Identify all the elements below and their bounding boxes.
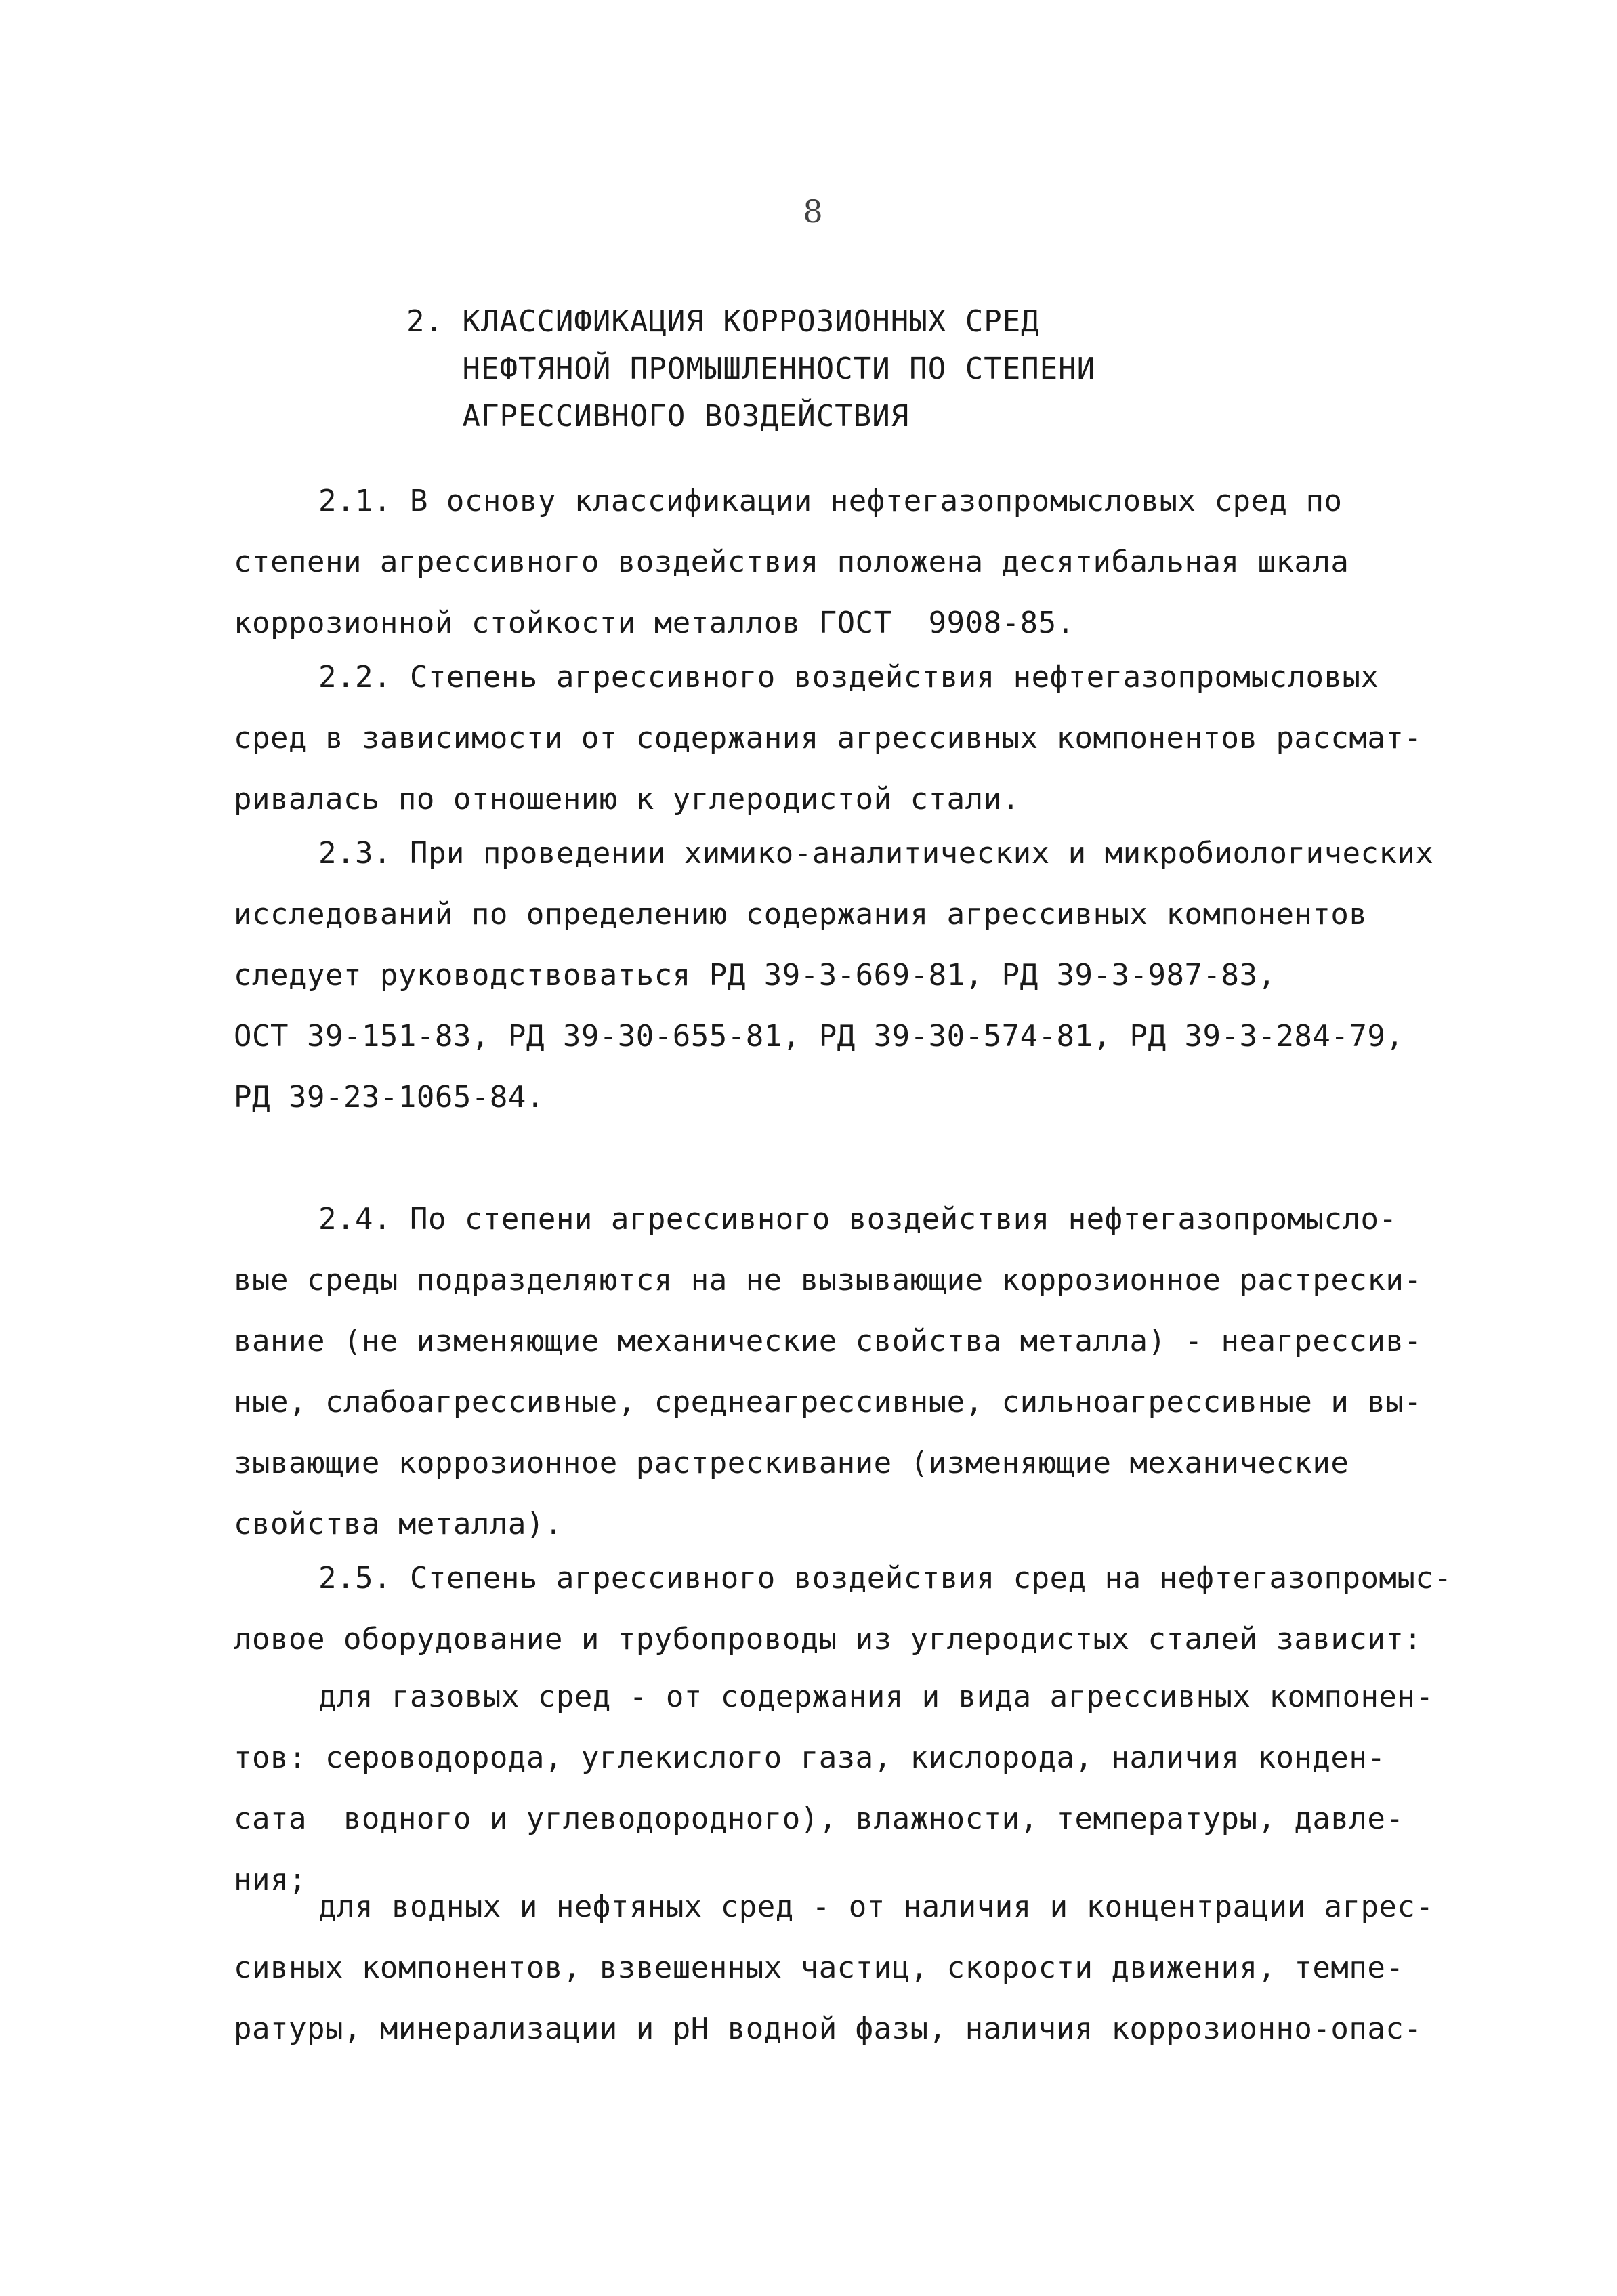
text-line: 2.1. В основу классификации нефтегазопромысловых сред по <box>318 484 1343 518</box>
text-line: 2.5. Степень агрессивного воздействия сред на нефтегазопромыс- <box>318 1561 1452 1595</box>
text-line: ловое оборудование и трубопроводы из углеродистых сталей зависит: <box>234 1622 1423 1656</box>
text-line: степени агрессивного воздействия положена десятибальная шкала <box>234 545 1349 579</box>
text-line: вание (не изменяющие механические свойства металла) - неагрессив- <box>234 1324 1423 1358</box>
text-line: сата водного и углеводородного), влажности, температуры, давле- <box>234 1801 1404 1836</box>
heading-line: НЕФТЯНОЙ ПРОМЫШЛЕННОСТИ ПО СТЕПЕНИ <box>406 352 1096 386</box>
text-line: вые среды подразделяются на не вызывающие коррозионное растрески- <box>234 1263 1423 1297</box>
paragraph-2-1 <box>234 471 1426 654</box>
section-heading <box>406 298 1355 440</box>
text-line: ривалась по отношению к углеродистой стали. <box>234 782 1020 816</box>
text-line: ния; <box>234 1862 307 1897</box>
heading-line: 2. КЛАССИФИКАЦИЯ КОРРОЗИОННЫХ СРЕД <box>406 304 1040 339</box>
heading-line: АГРЕССИВНОГО ВОЗДЕЙСТВИЯ <box>406 399 910 434</box>
text-line: следует руководствоваться РД 39-3-669-81, РД 39-3-987-83, <box>234 958 1276 993</box>
paragraph-2-4 <box>234 1189 1426 1555</box>
text-line: 2.2. Степень агрессивного воздействия нефтегазопромысловых <box>318 660 1379 694</box>
text-line: свойства металла). <box>234 1507 563 1541</box>
text-line: сивных компонентов, взвешенных частиц, скорости движения, темпе- <box>234 1950 1404 1985</box>
paragraph-2-3 <box>234 823 1434 1128</box>
text-line: 2.3. При проведении химико-аналитических и микробиологических <box>318 836 1434 871</box>
text-line: зывающие коррозионное растрескивание (изменяющие механические <box>234 1446 1349 1480</box>
text-line: ные, слабоагрессивные, среднеагрессивные, сильноагрессивные и вы- <box>234 1385 1423 1419</box>
text-line: ратуры, минерализации и рН водной фазы, наличия коррозионно-опас- <box>234 2011 1423 2046</box>
paragraph-2-5 <box>234 1548 1452 1670</box>
page-number: 8 <box>803 193 823 230</box>
text-line: сред в зависимости от содержания агрессивных компонентов рассмат- <box>234 721 1423 755</box>
text-line: для водных и нефтяных сред - от наличия и концентрации агрес- <box>318 1890 1434 1924</box>
text-line: для газовых сред - от содержания и вида агрессивных компонен- <box>318 1679 1434 1714</box>
text-line: тов: сероводорода, углекислого газа, кислорода, наличия конден- <box>234 1740 1386 1775</box>
text-line: 2.4. По степени агрессивного воздействия нефтегазопромысло- <box>318 1202 1398 1236</box>
text-line: исследований по определению содержания агрессивных компонентов <box>234 897 1368 932</box>
text-line: ОСТ 39-151-83, РД 39-30-655-81, РД 39-30-574-81, РД 39-3-284-79, <box>234 1019 1404 1053</box>
paragraph-2-2 <box>234 647 1426 830</box>
text-line: РД 39-23-1065-84. <box>234 1080 545 1114</box>
paragraph-water-oil-media <box>234 1877 1434 2060</box>
paragraph-gas-media <box>234 1667 1434 1911</box>
text-line: коррозионной стойкости металлов ГОСТ 9908-85. <box>234 606 1075 640</box>
